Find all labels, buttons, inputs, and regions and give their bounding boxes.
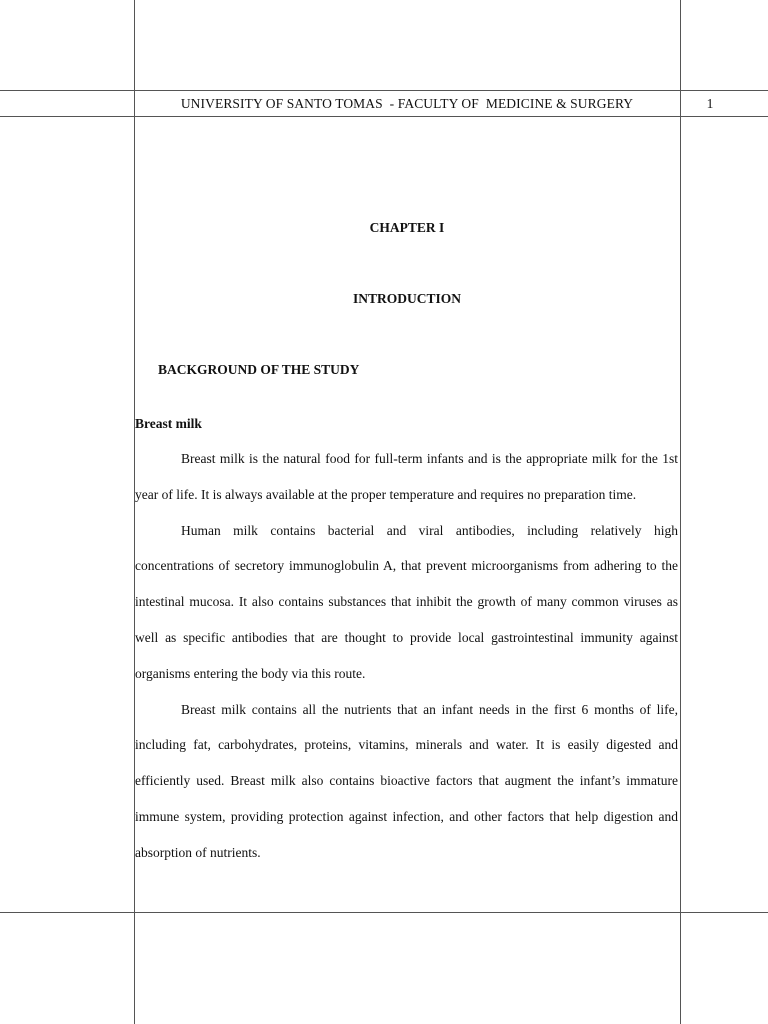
header-bottom-line — [0, 116, 768, 117]
paragraph: Human milk contains bacterial and viral antibodies, including relatively high concentrations of secretory immunoglobulin A, that prevent microorganisms from adhering to the intestinal mucosa. It also contains substances that inhibit the growth of many common viruses as well as specific antibodies that are thought to provide local gastrointestinal immunity against organisms entering the body via this route. — [135, 522, 678, 681]
chapter-title: INTRODUCTION — [352, 291, 461, 306]
chapter-label: CHAPTER I — [369, 220, 445, 235]
header-top-line — [0, 90, 768, 91]
paragraph: Breast milk contains all the nutrients that an infant needs in the first 6 months of life, including fat, carbohydrates, proteins, vitamins, minerals and water. It is easily digested and efficiently used. Breast milk also contains bioactive factors that augment the infant’s immature immune system, providing protection against infection, and other factors that help digestion and absorption of nutrients. — [135, 701, 678, 860]
running-header: UNIVERSITY OF SANTO TOMAS - FACULTY OF MEDICINE & SURGERY — [180, 96, 634, 111]
right-margin-line — [680, 0, 681, 1024]
section-heading: BACKGROUND OF THE STUDY — [158, 362, 360, 377]
subsection-heading: Breast milk — [135, 416, 202, 431]
paragraph: Breast milk is the natural food for full-term infants and is the appropriate milk for the 1st year of life. It is always available at the proper temperature and requires no preparation time. — [135, 451, 678, 502]
page-number: 1 — [706, 96, 714, 111]
body-text — [135, 441, 678, 871]
footer-line — [0, 912, 768, 913]
